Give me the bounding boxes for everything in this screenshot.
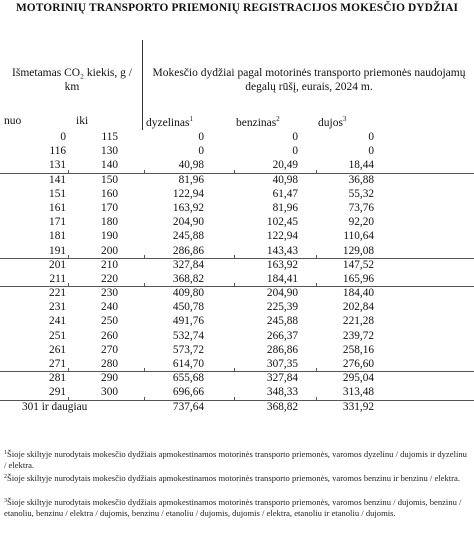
cell-dujos: 147,52	[342, 258, 374, 271]
cell-iki: 300	[101, 386, 118, 399]
cell-nuo: 251	[49, 329, 66, 342]
cell-dujos: 92,20	[348, 216, 374, 229]
footnote-text: Šioje skiltyje nurodytais mokesčio dydžiais apmokestinamos motorinės transporto priemonės, varomos benzinu ir benzinu / elektra.	[7, 473, 460, 483]
fee-table	[0, 130, 474, 414]
table-row	[0, 144, 474, 158]
cell-nuo: 0	[60, 131, 66, 143]
table-row-last	[0, 400, 474, 414]
cell-dyzelinas: 40,98	[178, 159, 204, 172]
table-row	[0, 343, 474, 357]
cell-dyzelinas: 409,80	[172, 287, 204, 300]
cell-dyzelinas: 327,84	[172, 258, 204, 271]
cell-benzinas: 81,96	[272, 201, 298, 214]
cell-nuo: 231	[49, 301, 66, 314]
cell-dujos: 129,08	[342, 244, 374, 257]
footnote-mark: 3	[4, 498, 7, 504]
cell-dyzelinas: 122,94	[172, 187, 204, 200]
cell-dujos: 221,28	[342, 315, 374, 328]
cell-benzinas: 20,49	[272, 159, 298, 172]
cell-dyzelinas: 614,70	[172, 358, 204, 370]
table-row	[0, 258, 474, 272]
cell-dyzelinas: 286,86	[172, 244, 204, 257]
cell-nuo: 171	[49, 216, 66, 229]
cell-dujos: 165,96	[342, 272, 374, 285]
cell-iki: 240	[101, 301, 118, 314]
cell-benzinas: 286,86	[266, 343, 298, 356]
table-row	[0, 329, 474, 343]
footnote	[4, 448, 470, 471]
cell-nuo: 281	[49, 372, 66, 385]
cell-benzinas: 204,90	[266, 287, 298, 300]
cell-iki: 280	[101, 358, 118, 370]
cell-iki: 130	[101, 145, 118, 158]
header-fee-sizes: Mokesčio dydžiai pagal motorinės transporto priemonės naudojamų degalų rūšį, eurais, 2024 m.	[152, 67, 466, 93]
cell-nuo: 141	[49, 173, 66, 186]
cell-iki: 270	[101, 343, 118, 356]
cell-iki: 150	[101, 173, 118, 186]
table-row	[0, 371, 474, 385]
cell-dyzelinas: 0	[198, 145, 204, 158]
cell-nuo: 181	[49, 230, 66, 243]
cell-benzinas: 61,47	[272, 187, 298, 200]
cell-iki: 170	[101, 201, 118, 214]
cell-nuo: 261	[49, 343, 66, 356]
table-row	[0, 158, 474, 172]
cell-nuo: 191	[49, 244, 66, 257]
cell-dujos: 239,72	[342, 329, 374, 342]
cell-dyzelinas: 368,82	[172, 272, 204, 285]
cell-nuo: 116	[49, 145, 66, 158]
cell-iki: 290	[101, 372, 118, 385]
cell-nuo: 291	[49, 386, 66, 399]
cell-benzinas: 307,35	[266, 358, 298, 370]
cell-nuo: 161	[49, 201, 66, 214]
footnote-mark: 1	[4, 450, 7, 456]
col-header-nuo: nuo	[4, 115, 22, 127]
cell-dujos: 0	[368, 131, 374, 143]
cell-iki: 160	[101, 187, 118, 200]
cell-nuo: 201	[49, 258, 66, 271]
cell-dyzelinas: 450,78	[172, 301, 204, 314]
cell-dyzelinas: 532,74	[172, 329, 204, 342]
document-title: MOTORINIŲ TRANSPORTO PRIEMONIŲ REGISTRACIJOS MOKESČIO DYDŽIAI	[15, 2, 459, 14]
cell-iki: 250	[101, 315, 118, 328]
footnote-text: Šioje skiltyje nurodytais mokesčio dydžiais apmokestinamos motorinės transporto priemonės, varomos dyzelinu / dujomis ir dyzelinu / elektra.	[4, 449, 467, 470]
cell-dyzelinas: 163,92	[172, 201, 204, 214]
cell-dujos: 0	[368, 145, 374, 158]
table-row	[0, 300, 474, 314]
col-header-benzinas: benzinas$^2$	[236, 115, 280, 129]
cell-dujos: 313,48	[342, 386, 374, 399]
col-header-dujos: dujos$^3$	[318, 115, 347, 129]
cell-dyzelinas: 0	[198, 131, 204, 143]
cell-benzinas: 163,92	[266, 258, 298, 271]
cell-dujos: 295,04	[342, 372, 374, 385]
cell-iki: 220	[101, 272, 118, 285]
cell-nuo: 221	[49, 287, 66, 300]
cell-dyzelinas: 204,90	[172, 216, 204, 229]
table-row	[0, 130, 474, 144]
cell-benzinas: 184,41	[266, 272, 298, 285]
footnote-mark: 2	[4, 474, 7, 480]
cell-benzinas: 122,94	[266, 230, 298, 243]
cell-benzinas: 102,45	[266, 216, 298, 229]
cell-iki: 200	[101, 244, 118, 257]
cell-benzinas: 348,33	[266, 386, 298, 399]
cell-dujos: 331,92	[342, 400, 374, 413]
cell-nuo: 211	[49, 272, 66, 285]
cell-dujos: 55,32	[348, 187, 374, 200]
table-row	[0, 229, 474, 243]
cell-iki: 190	[101, 230, 118, 243]
cell-benzinas: 368,82	[266, 400, 298, 413]
cell-dujos: 276,60	[342, 358, 374, 370]
table-row	[0, 187, 474, 201]
cell-dyzelinas: 245,88	[172, 230, 204, 243]
col-header-iki: iki	[76, 115, 89, 127]
cell-benzinas: 266,37	[266, 329, 298, 342]
cell-iki: 210	[101, 258, 118, 271]
col-header-dyzelinas: dyzelinas$^1$	[146, 115, 193, 129]
table-row	[0, 314, 474, 328]
cell-dyzelinas: 737,64	[172, 400, 204, 413]
footnote	[4, 496, 470, 519]
cell-benzinas: 0	[292, 145, 298, 158]
cell-benzinas: 245,88	[266, 315, 298, 328]
cell-iki: 180	[101, 216, 118, 229]
table-row	[0, 286, 474, 300]
cell-dyzelinas: 81,96	[178, 173, 204, 186]
cell-nuo: 151	[49, 187, 66, 200]
cell-iki: 230	[101, 287, 118, 300]
cell-dyzelinas: 491,76	[172, 315, 204, 328]
table-row	[0, 357, 474, 371]
cell-nuo: 131	[49, 159, 66, 172]
table-row	[0, 215, 474, 229]
footnote	[4, 472, 470, 484]
cell-dyzelinas: 573,72	[172, 343, 204, 356]
cell-dujos: 18,44	[348, 159, 374, 172]
cell-dyzelinas: 655,68	[172, 372, 204, 385]
header-co2: Išmetamas CO₂ kiekis, g / km	[12, 67, 132, 93]
cell-iki: 115	[101, 131, 118, 143]
cell-iki: 140	[101, 159, 118, 172]
cell-benzinas: 327,84	[266, 372, 298, 385]
cell-dujos: 110,64	[343, 230, 374, 243]
cell-benzinas: 40,98	[272, 173, 298, 186]
cell-dujos: 184,40	[342, 287, 374, 300]
cell-dyzelinas: 696,66	[172, 386, 204, 399]
table-row	[0, 272, 474, 286]
cell-dujos: 73,76	[348, 201, 374, 214]
cell-dujos: 202,84	[342, 301, 374, 314]
cell-benzinas: 143,43	[266, 244, 298, 257]
table-row	[0, 244, 474, 258]
cell-dujos: 258,16	[342, 343, 374, 356]
footnote-text: Šioje skiltyje nurodytais mokesčio dydžiais apmokestinamos motorinės transporto priemonės, varomos benzinu / dujomis, benzinu / etanoliu, benzinu / elektra / dujomis, benzinu / etanoliu / dujomis, dujomis / elektra, etanoliu ir etanoliu / dujomis.	[4, 497, 462, 518]
cell-benzinas: 225,39	[266, 301, 298, 314]
table-row	[0, 173, 474, 187]
cell-benzinas: 0	[292, 131, 298, 143]
cell-iki: 260	[101, 329, 118, 342]
table-row	[0, 201, 474, 215]
cell-nuo: 271	[49, 358, 66, 370]
header-divider	[142, 40, 143, 130]
cell-dujos: 36,88	[348, 173, 374, 186]
cell-nuo: 241	[49, 315, 66, 328]
cell-label: 301 ir daugiau	[22, 400, 88, 413]
table-row	[0, 385, 474, 399]
